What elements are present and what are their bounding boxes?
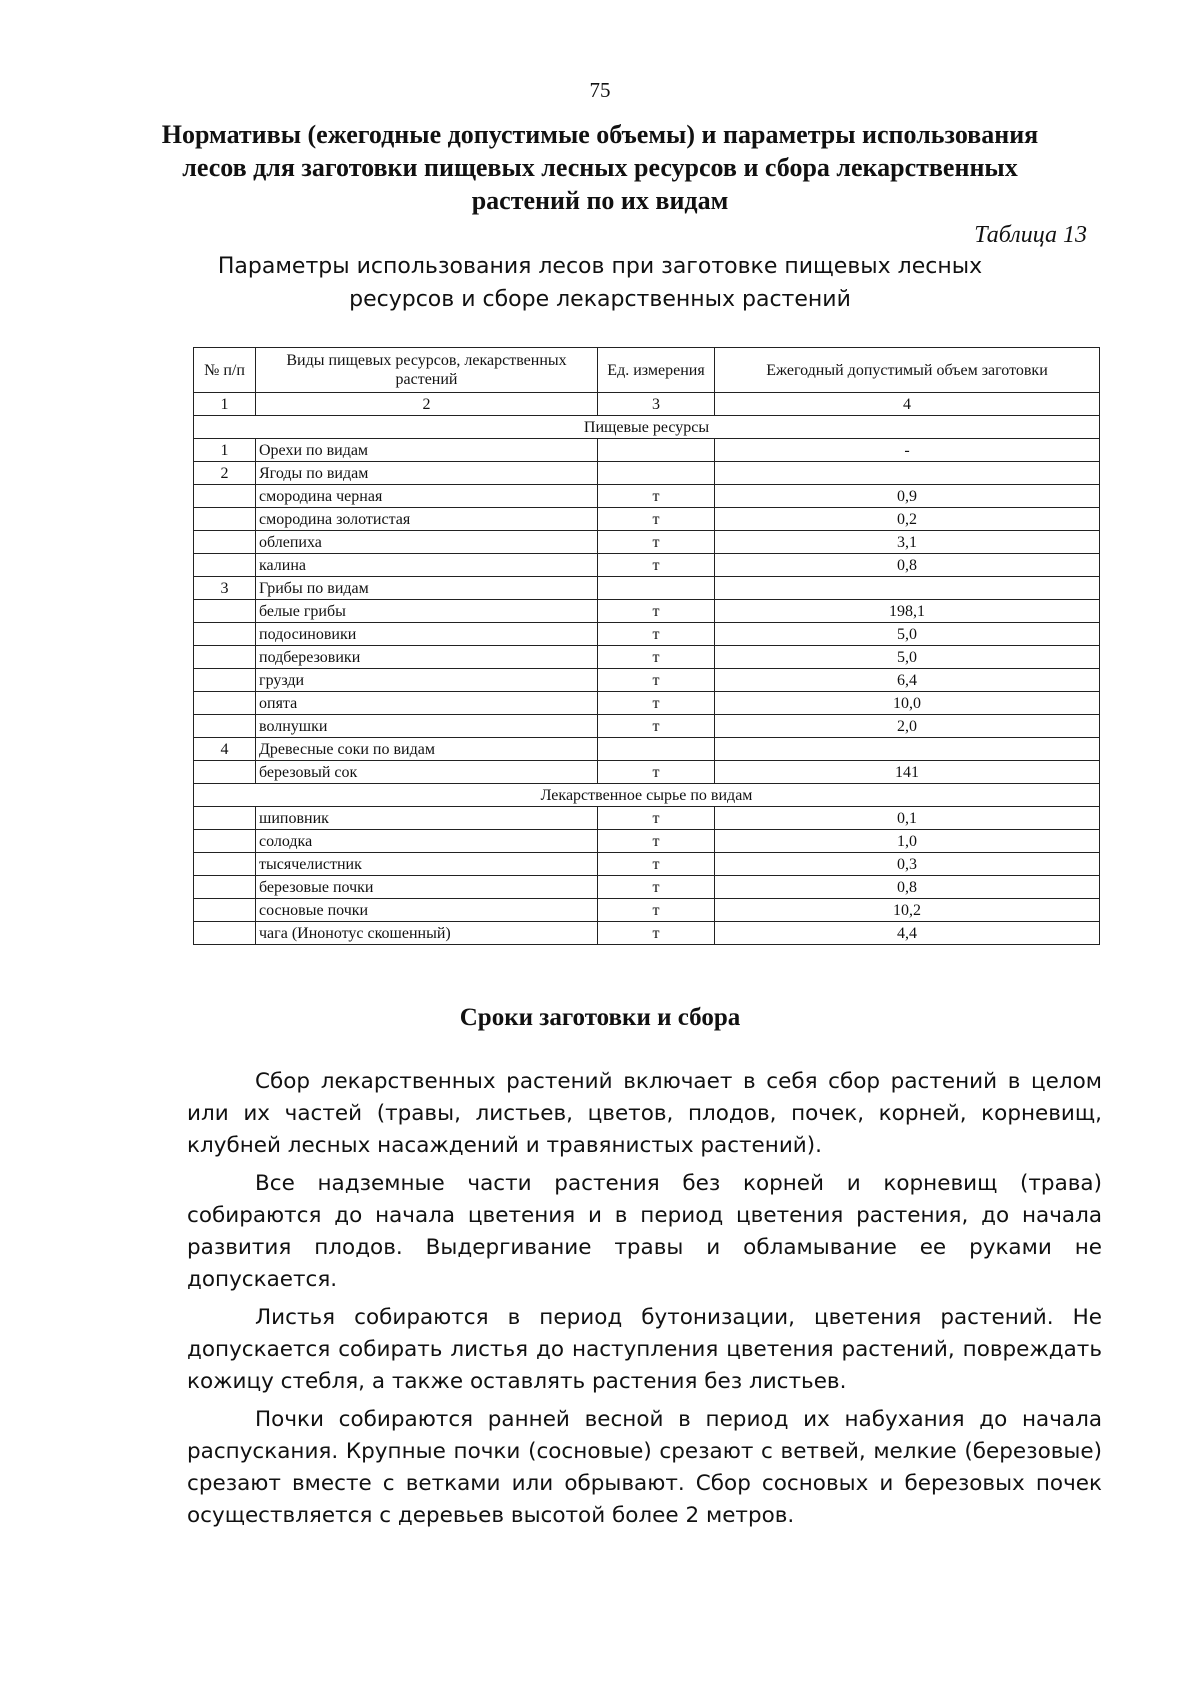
medicinal-section xyxy=(194,784,1100,945)
table-row xyxy=(194,554,1100,577)
table-caption: Параметры использования лесов при заготовке пищевых лесных ресурсов и сборе лекарственных растений xyxy=(217,254,983,312)
cell-number xyxy=(194,646,256,669)
cell-value: 5,0 xyxy=(715,623,1100,646)
cell-unit: т xyxy=(598,508,715,531)
cell-unit xyxy=(598,462,715,485)
table-header-row xyxy=(194,348,1100,393)
cell-number xyxy=(194,485,256,508)
table-row xyxy=(194,807,1100,830)
cell-unit: т xyxy=(598,485,715,508)
table-row xyxy=(194,692,1100,715)
cell-number xyxy=(194,531,256,554)
section-food-label: Пищевые ресурсы xyxy=(194,416,1100,439)
table-label: Таблица 13 xyxy=(974,222,1087,248)
cell-value: 0,1 xyxy=(715,807,1100,830)
column-number: 2 xyxy=(256,393,598,416)
cell-unit: т xyxy=(598,600,715,623)
cell-name: смородина золотистая xyxy=(256,508,598,531)
cell-name: Орехи по видам xyxy=(256,439,598,462)
cell-name: Грибы по видам xyxy=(256,577,598,600)
cell-unit: т xyxy=(598,922,715,945)
resources-table xyxy=(193,347,1100,945)
cell-name: березовый сок xyxy=(256,761,598,784)
cell-name: березовые почки xyxy=(256,876,598,899)
cell-value: 6,4 xyxy=(715,669,1100,692)
cell-number xyxy=(194,715,256,738)
header-volume: Ежегодный допустимый объем заготовки xyxy=(715,348,1100,393)
table-row xyxy=(194,531,1100,554)
food-resources-section xyxy=(194,416,1100,784)
column-number: 3 xyxy=(598,393,715,416)
cell-value: 0,8 xyxy=(715,554,1100,577)
section-medicinal-label: Лекарственное сырье по видам xyxy=(194,784,1100,807)
cell-unit: т xyxy=(598,761,715,784)
cell-unit: т xyxy=(598,899,715,922)
table-row xyxy=(194,508,1100,531)
cell-unit xyxy=(598,439,715,462)
cell-number: 2 xyxy=(194,462,256,485)
table-row xyxy=(194,738,1100,761)
table-row xyxy=(194,600,1100,623)
column-number: 4 xyxy=(715,393,1100,416)
cell-unit: т xyxy=(598,669,715,692)
paragraph: Все надземные части растения без корней и корневищ (трава) собираются до начала цветения и в период цветения растения, до начала развития плодов. Выдергивание травы и обламывание ее руками не допускается. xyxy=(187,1171,1102,1292)
section-header-row xyxy=(194,784,1100,807)
cell-number: 1 xyxy=(194,439,256,462)
section-title: Сроки заготовки и сбора xyxy=(459,1004,741,1031)
cell-name: шиповник xyxy=(256,807,598,830)
cell-number xyxy=(194,830,256,853)
paragraph: Почки собираются ранней весной в период их набухания до начала распускания. Крупные почки (сосновые) срезают с ветвей, мелкие (березовые) срезают вместе с ветками или обрывают. Сбор сосновых и березовых почек осуществляется с деревьев высотой более 2 метров. xyxy=(187,1407,1102,1528)
cell-unit: т xyxy=(598,830,715,853)
cell-name: подосиновики xyxy=(256,623,598,646)
cell-number xyxy=(194,922,256,945)
page-number: 75 xyxy=(589,78,611,102)
cell-name: грузди xyxy=(256,669,598,692)
cell-unit: т xyxy=(598,876,715,899)
cell-value: 4,4 xyxy=(715,922,1100,945)
cell-unit: т xyxy=(598,715,715,738)
table-row xyxy=(194,646,1100,669)
cell-name: Ягоды по видам xyxy=(256,462,598,485)
table-row xyxy=(194,623,1100,646)
cell-number xyxy=(194,853,256,876)
cell-unit: т xyxy=(598,807,715,830)
table-row xyxy=(194,715,1100,738)
cell-unit: т xyxy=(598,853,715,876)
cell-name: калина xyxy=(256,554,598,577)
cell-number xyxy=(194,761,256,784)
section-header-row xyxy=(194,416,1100,439)
cell-unit: т xyxy=(598,692,715,715)
cell-unit xyxy=(598,577,715,600)
cell-name: сосновые почки xyxy=(256,899,598,922)
cell-value: 10,0 xyxy=(715,692,1100,715)
cell-name: солодка xyxy=(256,830,598,853)
table-row xyxy=(194,669,1100,692)
cell-value: 2,0 xyxy=(715,715,1100,738)
cell-number xyxy=(194,508,256,531)
cell-value xyxy=(715,738,1100,761)
cell-name: смородина черная xyxy=(256,485,598,508)
cell-value: 141 xyxy=(715,761,1100,784)
cell-value: 0,2 xyxy=(715,508,1100,531)
cell-number xyxy=(194,554,256,577)
cell-value: 0,9 xyxy=(715,485,1100,508)
cell-name: опята xyxy=(256,692,598,715)
page-title: Нормативы (ежегодные допустимые объемы) и параметры использования лесов для заготовки пищевых лесных ресурсов и сбора лекарственных растений по их видам xyxy=(161,120,1039,215)
table-row xyxy=(194,876,1100,899)
cell-name: подберезовики xyxy=(256,646,598,669)
header-unit: Ед. измерения xyxy=(598,348,715,393)
table-row xyxy=(194,899,1100,922)
cell-value: 3,1 xyxy=(715,531,1100,554)
cell-value: - xyxy=(715,439,1100,462)
table-row xyxy=(194,485,1100,508)
cell-unit: т xyxy=(598,531,715,554)
cell-name: облепиха xyxy=(256,531,598,554)
cell-value: 10,2 xyxy=(715,899,1100,922)
column-number-row xyxy=(194,393,1100,416)
cell-name: белые грибы xyxy=(256,600,598,623)
cell-value xyxy=(715,462,1100,485)
paragraph: Сбор лекарственных растений включает в себя сбор растений в целом или их частей (травы, листьев, цветов, плодов, почек, корней, корневищ, клубней лесных насаждений и травянистых растений). xyxy=(187,1069,1102,1158)
cell-number xyxy=(194,623,256,646)
cell-value xyxy=(715,577,1100,600)
cell-name: тысячелистник xyxy=(256,853,598,876)
cell-value: 5,0 xyxy=(715,646,1100,669)
table-row xyxy=(194,462,1100,485)
column-number: 1 xyxy=(194,393,256,416)
cell-number xyxy=(194,876,256,899)
table-row xyxy=(194,830,1100,853)
cell-unit: т xyxy=(598,646,715,669)
cell-number xyxy=(194,692,256,715)
cell-value: 1,0 xyxy=(715,830,1100,853)
table-row xyxy=(194,922,1100,945)
cell-number xyxy=(194,899,256,922)
cell-value: 198,1 xyxy=(715,600,1100,623)
header-type: Виды пищевых ресурсов, лекарственных растений xyxy=(256,348,598,393)
cell-number xyxy=(194,669,256,692)
table-row xyxy=(194,853,1100,876)
cell-number xyxy=(194,807,256,830)
table-row xyxy=(194,439,1100,462)
table-row xyxy=(194,761,1100,784)
cell-name: волнушки xyxy=(256,715,598,738)
cell-value: 0,3 xyxy=(715,853,1100,876)
header-number: № п/п xyxy=(194,348,256,393)
cell-unit: т xyxy=(598,623,715,646)
cell-number: 3 xyxy=(194,577,256,600)
body-text xyxy=(187,1066,1102,1538)
cell-value: 0,8 xyxy=(715,876,1100,899)
paragraph: Листья собираются в период бутонизации, цветения растений. Не допускается собирать листья до наступления цветения растений, повреждать кожицу стебля, а также оставлять растения без листьев. xyxy=(187,1305,1102,1394)
cell-name: чага (Инонотус скошенный) xyxy=(256,922,598,945)
cell-name: Древесные соки по видам xyxy=(256,738,598,761)
table-row xyxy=(194,577,1100,600)
cell-number xyxy=(194,600,256,623)
cell-number: 4 xyxy=(194,738,256,761)
cell-unit: т xyxy=(598,554,715,577)
cell-unit xyxy=(598,738,715,761)
